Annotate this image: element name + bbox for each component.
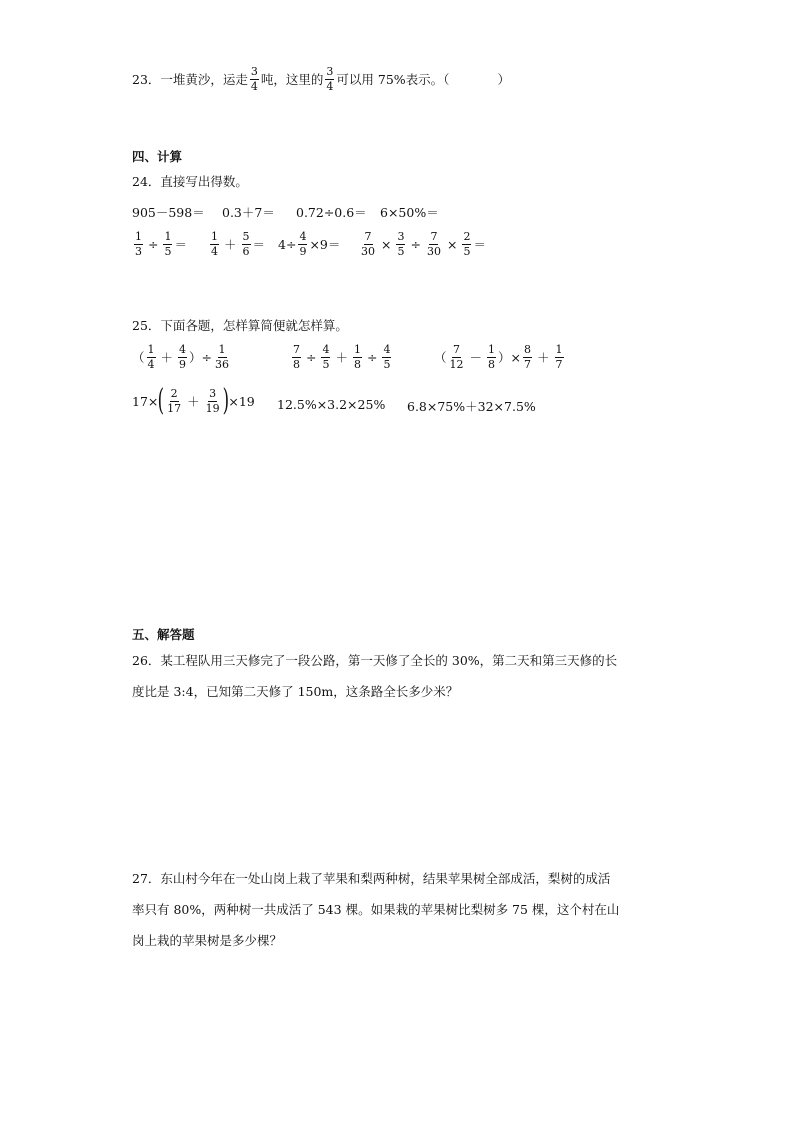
q24-item-1: 905－598＝: [132, 205, 205, 220]
q25-expr-5: 12.5%×3.2×25%: [277, 397, 386, 412]
q27-line-1: 27．东山村今年在一处山岗上栽了苹果和梨两种树，结果苹果树全部成活，梨树的成活: [132, 871, 611, 886]
q27-line-2: 率只有 80%，两种树一共成活了 543 棵。如果栽的苹果树比梨树多 75 棵，这个村在山: [132, 902, 620, 917]
q27-line-3: 岗上栽的苹果树是多少棵？: [132, 933, 283, 948]
section-5-title: 五、解答题: [132, 627, 195, 642]
q23-text-end: 可以用 75%表示。（: [336, 72, 450, 88]
section-4-title: 四、计算: [132, 149, 183, 164]
q24-item-5: $\frac{1}{3}$ ÷ $\frac{1}{5}$ ＝: [135, 230, 187, 258]
q25-expr-6: 6.8×75%＋32×7.5%: [407, 399, 536, 414]
q24-row-1: [132, 203, 439, 221]
q23-text-start: 23．一堆黄沙，运走: [132, 72, 248, 88]
q24-item-7: 4÷ $\frac{4}{9}$ ×9＝: [278, 230, 341, 258]
q25-expr-4: 17× ( $\frac{2}{17}$ ＋ $\frac{3}{19}$ ) ×19: [132, 383, 255, 418]
q24-row-2: [132, 231, 486, 257]
q23-fraction-2: $\frac{3}{4}$: [326, 65, 334, 93]
q24-item-6: $\frac{1}{4}$ ＋ $\frac{5}{6}$ ＝: [211, 230, 266, 258]
q26-line-2: 度比是 3:4，已知第二天修了 150m，这条路全长多少米？: [132, 684, 459, 699]
q24-item-2: 0.3＋7＝: [222, 205, 275, 220]
q26-line-1: 26．某工程队用三天修完了一段公路，第一天修了全长的 30%，第二天和第三天修的长: [132, 653, 618, 668]
q24-item-3: 0.72÷0.6＝: [296, 205, 367, 220]
q25-expr-2: $\frac{7}{8}$ ÷ $\frac{4}{5}$ ＋ $\frac{1}{8}$ ÷ $\frac{4}{5}$: [293, 343, 391, 371]
q24-prompt: 24．直接写出得数。: [132, 174, 248, 189]
q25-prompt: 25．下面各题，怎样算简便就怎样算。: [132, 318, 348, 333]
q23-text-mid: 吨，这里的: [260, 72, 324, 88]
q24-item-8: $\frac{7}{30}$ × $\frac{3}{5}$ ÷ $\frac{7}{30}$ × $\frac{2}{5}$ ＝: [361, 230, 486, 258]
q24-item-4: 6×50%＝: [380, 205, 439, 220]
q23-close-paren: ）: [497, 72, 510, 88]
question-23: [132, 66, 510, 92]
q25-expr-1: （ $\frac{1}{4}$ ＋ $\frac{4}{9}$ ）÷ $\frac{1}{36}$: [132, 343, 230, 371]
q25-expr-3: （ $\frac{7}{12}$ － $\frac{1}{8}$ ）× $\frac{8}{7}$ ＋ $\frac{1}{7}$: [434, 343, 563, 371]
q23-fraction-1: $\frac{3}{4}$: [250, 65, 258, 93]
